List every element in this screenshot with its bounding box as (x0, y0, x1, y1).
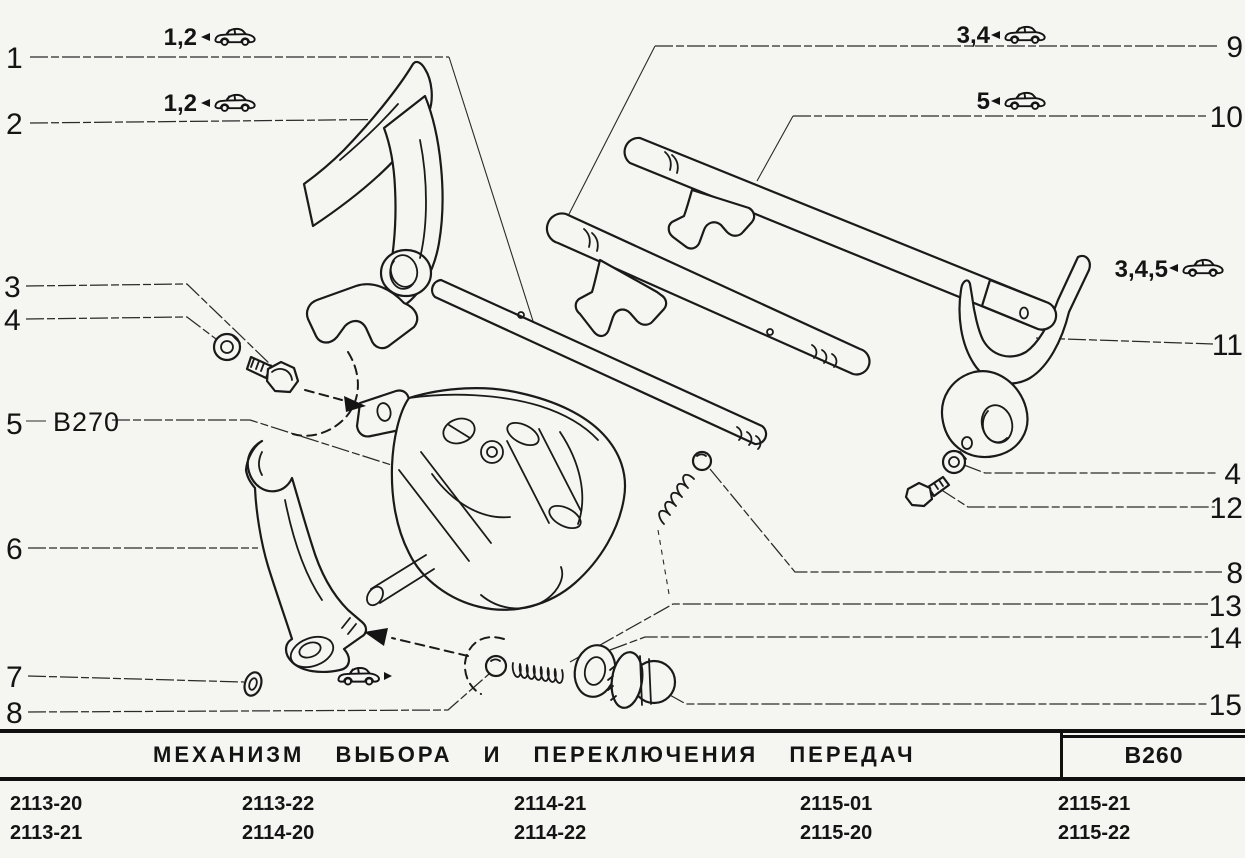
gear-label-1-2-b: 1,2 (163, 90, 197, 117)
callout-4-right: 4 (1224, 458, 1241, 491)
ref-label-b270: B270 (53, 407, 121, 437)
detent-spring-lower (513, 663, 563, 683)
mechanism-body (392, 388, 625, 610)
gear-label-3-4-5: 3,4,5 (1114, 256, 1168, 283)
callouts-left (4, 42, 23, 729)
direction-triangle-icon (201, 99, 210, 107)
shift-fork-3-4-5 (942, 256, 1090, 457)
callout-12: 12 (1209, 492, 1243, 525)
callout-15: 15 (1208, 689, 1242, 722)
model-number: 2115-20 (800, 822, 873, 844)
car-icon (215, 95, 254, 111)
leader-line-12 (940, 489, 1215, 507)
model-number: 2115-21 (1058, 793, 1131, 815)
model-number: 2113-21 (10, 822, 83, 844)
leader-line-15 (668, 694, 1208, 704)
leader-line-2 (30, 119, 424, 123)
direction-triangle-icon (1169, 264, 1178, 272)
model-number: 2114-22 (514, 822, 587, 844)
title-row (0, 729, 1245, 781)
car-icon (1183, 260, 1222, 276)
leader-line-8-right (710, 469, 1222, 572)
leader-line-14 (610, 637, 1208, 650)
car-icon (1005, 93, 1044, 109)
direction-triangle-icon (384, 672, 392, 680)
footer-table (0, 729, 1245, 848)
callout-13: 13 (1208, 590, 1242, 623)
model-list (0, 781, 1245, 848)
model-number: 2113-20 (10, 793, 83, 815)
callout-10: 10 (1209, 101, 1243, 134)
model-number: 2115-22 (1058, 822, 1131, 844)
leader-line-1-diag (449, 57, 533, 321)
model-number: 2113-22 (242, 793, 315, 815)
car-icon (215, 29, 254, 45)
model-number: 2114-21 (514, 793, 587, 815)
callout-6: 6 (6, 533, 23, 566)
leader-line-11 (1036, 338, 1213, 344)
callouts-right (1209, 31, 1243, 722)
lock-washer-right (943, 451, 966, 473)
retainer-washer (242, 670, 265, 698)
leader-line-7 (28, 676, 244, 682)
sheet-code: B260 (1124, 741, 1184, 768)
detent-ball-lower (465, 637, 506, 694)
direction-triangle-icon (991, 31, 1000, 39)
car-icon (338, 668, 379, 685)
model-number: 2115-01 (800, 793, 873, 815)
callout-7: 7 (6, 661, 23, 694)
leader-line-13 (570, 604, 1208, 662)
bolt-right (906, 477, 949, 506)
lock-washer-left (214, 334, 240, 360)
shift-fork-1-2 (304, 62, 443, 348)
gear-label-5: 5 (976, 88, 990, 115)
leader-line-4-right (964, 465, 1217, 473)
plug (608, 650, 675, 710)
direction-triangle-icon (991, 97, 1000, 105)
leader-line-9-diag (567, 46, 655, 218)
leader-line-4-left (26, 317, 220, 342)
page-title: МЕХАНИЗМ ВЫБОРА И ПЕРЕКЛЮЧЕНИЯ ПЕРЕДАЧ (153, 742, 916, 767)
callout-11: 11 (1211, 329, 1243, 362)
callout-4: 4 (4, 304, 21, 337)
bolt-left (247, 357, 298, 392)
callout-5: 5 (6, 408, 23, 441)
car-icon (1005, 27, 1044, 43)
model-number: 2114-20 (242, 822, 315, 844)
callout-9: 9 (1226, 31, 1243, 64)
callout-14: 14 (1208, 622, 1242, 655)
selector-mechanism (357, 388, 625, 610)
callout-1: 1 (6, 42, 23, 75)
arrow-to-lever (364, 628, 388, 646)
direction-triangle-icon (201, 33, 210, 41)
detent-ball-upper (693, 452, 711, 470)
position-arc-bolt (293, 352, 358, 436)
callout-8-right: 8 (1226, 557, 1243, 590)
leader-line-10-diag (757, 116, 793, 181)
shift-rod-5-tip (982, 280, 1056, 330)
callout-3: 3 (4, 271, 21, 304)
gear-label-3-4: 3,4 (956, 22, 990, 49)
callout-8: 8 (6, 697, 23, 729)
callout-2: 2 (6, 108, 23, 141)
gear-label-1-2-a: 1,2 (163, 24, 197, 51)
sheet-code-cell (1060, 733, 1245, 777)
detent-spring-upper (658, 475, 694, 594)
reverse-lever (246, 441, 366, 673)
